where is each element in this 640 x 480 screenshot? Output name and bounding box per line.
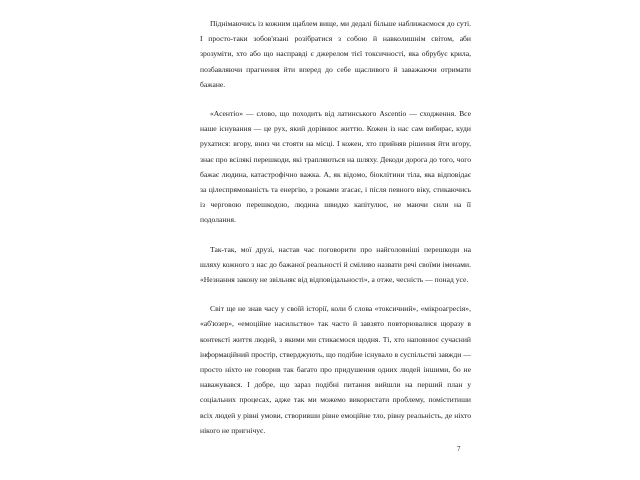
paragraph-3: Так-так, мої друзі, настав час поговорити про найголовніші перешкоди на шляху кожного з нас до бажаної реальності й сміливо назвати речі своїми іменами. «Незнання закону не звільняє від відповідальності», а отже, чесність — понад усе. [200, 244, 471, 285]
body-text [200, 16, 471, 452]
paragraph-1: Піднімаючись із кожним щаблем вище, ми дедалі більше наближаємося до суті. І просто-таки зобов'язані розібратися з собою й навколишнім світом, аби зрозуміти, хто або що насправді є джерелом тієї токсичності, яка обрубує крила, позбавляючи прагнення йти вперед до себе щасливого й заважаючи отримати бажане. [200, 19, 471, 89]
paragraph-2: «Асентіо» — слово, що походить від латинського Ascentio — сходження. Все наше існування — це рух, який дорівнює життю. Кожен із нас сам вибирає, куди рухатися: вгору, вниз чи стояти на місці. І кожен, хто прийняв рішення йти вгору, знає про всілякі перешкоди, які трапляються на шляху. Декоди дорога до того, чого бажає людина, катастрофічно важка. А, як відомо, біоклітини тіла, яка відповідає за цілеспрямованість та енергію, з роками згасає, і після певного віку, стикаючись із черговою перешкодою, людина швидко капітулює, не маючи сили на її подолання. [200, 109, 471, 225]
paragraph-4: Світ ще не знав часу у своїй історії, коли б слова «токсичний», «мікроагресія», «аб'юзер», «емоційне насильство» так часто й завзято повторювалися щоразу в контексті життя людей, з якими ми стикаємося щодня. Ті, хто наповнює сучасний інформаційний простір, стверджують, що подібне існувало в суспільстві завжди — просто ніхто не говорив так багато про придушення одних людей іншими, бо не наважувався. І добре, що зараз подібні питання вийшли на перший план у соціальних процесах, адже так ми можемо використати проблему, поміститиши всіх людей у рівні умови, створивши рівне емоційне тло, рівну реальність, де ніхто нікого не пригнічує. [200, 304, 471, 435]
page-number: 7 [457, 445, 461, 453]
